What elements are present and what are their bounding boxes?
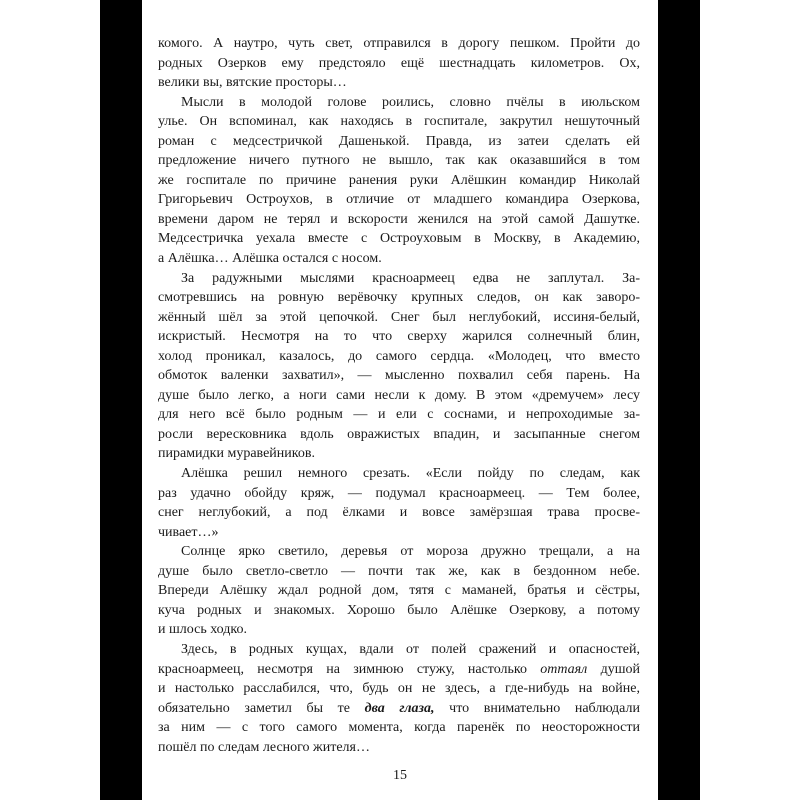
text-line: куча родных и знакомых. Хорошо было Алёшке Озеркову, а потому (158, 602, 640, 618)
text-line: для него всё было родным — и ели с соснами, и непроходимые за- (158, 407, 640, 423)
italic-emphasis: оттаял (540, 661, 588, 677)
text-line: росли вересковника вдоль овражистых впадин, и засыпанные снегом (158, 426, 640, 442)
paragraph (158, 34, 640, 93)
text-line: смотревшись на ровную верёвочку крупных следов, он как заворо- (158, 290, 640, 306)
paragraph (158, 542, 640, 640)
paragraph (158, 269, 640, 464)
text-segment: душой (587, 661, 640, 677)
text-line (158, 699, 640, 719)
text-line: душе было легко, а ноги сами несли к дому. В этом «дремучем» лесу (158, 387, 640, 403)
text-line: велики вы, вятские просторы… (158, 75, 347, 91)
text-line (158, 660, 640, 680)
text-line: холод проникал, казалось, до самого сердца. «Молодец, что вместо (158, 348, 640, 364)
text-line: Григорьевич Остроухов, в отличие от младшего командира Озеркова, (158, 192, 640, 208)
text-line: снег неглубокий, а под ёлками и вовсе замёрзшая трава просве- (158, 505, 640, 521)
text-line: пошёл по следам лесного жителя… (158, 739, 370, 755)
text-line: обмоток валенки захватил», — мысленно похвалил себя парень. На (158, 368, 640, 384)
text-line: Мысли в молодой голове роились, словно пчёлы в июльском (181, 94, 640, 110)
text-line: а Алёшка… Алёшка остался с носом. (158, 251, 382, 267)
text-segment: что внимательно наблюдали (434, 700, 640, 716)
page-number: 15 (393, 768, 407, 783)
text-line: чивает…» (158, 524, 219, 540)
paragraph (158, 464, 640, 542)
text-line: Здесь, в родных кущах, вдали от полей сражений и опасностей, (181, 641, 640, 657)
text-line: душе было светло-светло — почти так же, как в бездонном небе. (158, 563, 640, 579)
book-page (142, 0, 658, 800)
text-line: жённый шёл за этой цепочкой. Снег был неглубокий, иссиня-белый, (158, 309, 640, 325)
text-line: предложение ничего путного не вышло, так как оказавшийся в том (158, 153, 640, 169)
text-line: раз удачно обойду кряж, — подумал красноармеец. — Тем более, (158, 485, 640, 501)
text-line: времени даром не терял и вскорости женился на этой самой Дашутке. (158, 211, 640, 227)
text-line: же госпитале по причине ранения руки Алёшкин командир Николай (158, 172, 640, 188)
text-line: и настолько расслабился, что, будь он не здесь, а где-нибудь на войне, (158, 681, 640, 697)
text-segment: обязательно заметил бы те (158, 700, 365, 716)
scan-border-right (658, 0, 700, 800)
text-line: За радужными мыслями красноармеец едва не заплутал. За- (181, 270, 640, 286)
text-line: комого. А наутро, чуть свет, отправился в дорогу пешком. Пройти до (158, 36, 640, 51)
scan-border-left (100, 0, 142, 800)
text-line: роман с медсестричкой Дашенькой. Правда, из затеи сделать ей (158, 133, 640, 149)
page-body-text (158, 34, 640, 757)
text-line: Солнце ярко светило, деревья от мороза дружно трещали, а на (181, 544, 640, 560)
text-line: Впереди Алёшку ждал родной дом, тятя с маманей, братья и сёстры, (158, 583, 640, 599)
text-line: родных Озерков ему предстояло ещё шестнадцать километров. Ох, (158, 55, 640, 71)
text-line: за ним — с того самого момента, когда паренёк по неосторожности (158, 720, 640, 736)
paragraph (158, 640, 640, 757)
text-line: и шлось ходко. (158, 622, 247, 638)
text-segment: красноармеец, несмотря на зимнюю стужу, настолько (158, 661, 541, 677)
text-line: искристый. Несмотря на то что сверху жарился солнечный блин, (158, 329, 640, 345)
bold-italic-emphasis: два глаза, (364, 700, 435, 716)
text-line: пирамидки муравейников. (158, 446, 315, 462)
text-line: улье. Он вспоминал, как находясь в госпитале, закрутил нешуточный (158, 114, 640, 130)
text-line: Алёшка решил немного срезать. «Если пойду по следам, как (181, 466, 640, 482)
text-line: Медсестричка уехала вместе с Остроуховым в Москву, в Академию, (158, 231, 640, 247)
paragraph (158, 93, 640, 269)
